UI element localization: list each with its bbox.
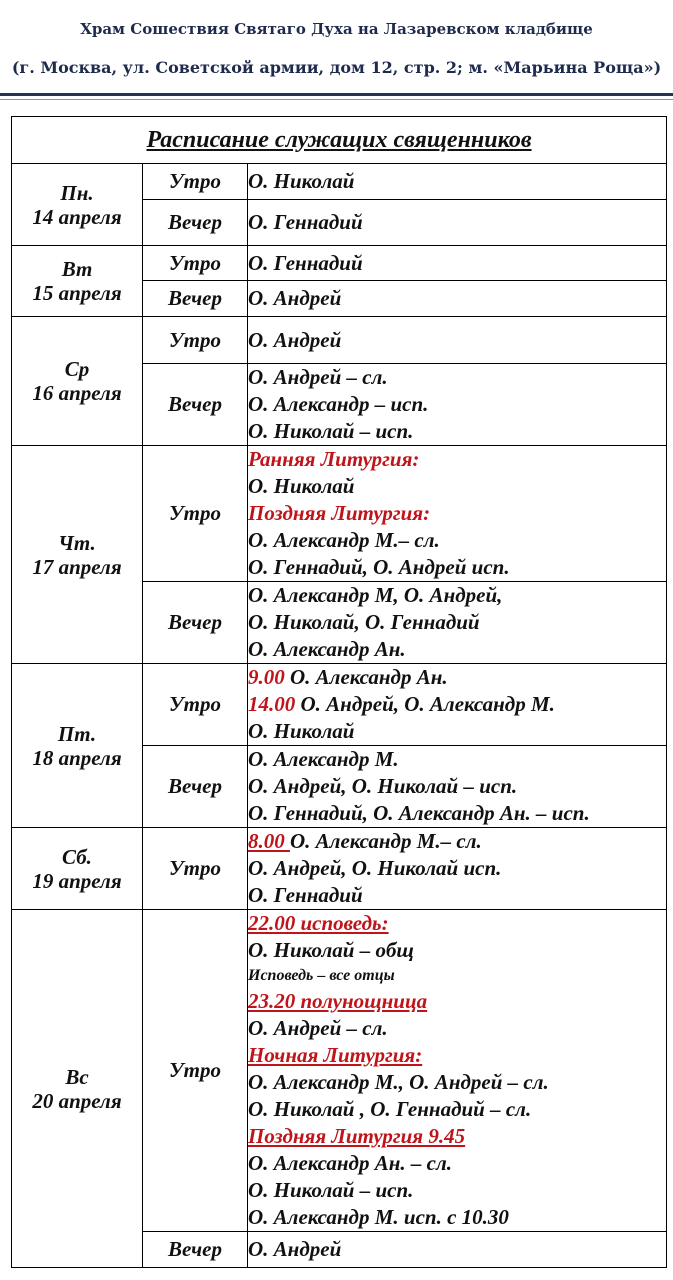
- priest-name: О. Александр М., О. Андрей – сл.: [248, 1070, 549, 1094]
- priest-line: [248, 209, 666, 236]
- priest-line: [248, 250, 666, 277]
- day-name: Чт.: [58, 530, 96, 555]
- day-cell: [12, 828, 143, 910]
- header-divider: [0, 93, 673, 96]
- priest-line: [248, 964, 666, 988]
- day-date: 20 апреля: [32, 1088, 122, 1113]
- priest-line: [248, 746, 666, 773]
- priest-line: [248, 988, 666, 1015]
- priest-name: О. Николай: [248, 474, 355, 498]
- schedule-row: [12, 317, 667, 364]
- day-date: 18 апреля: [32, 745, 122, 770]
- priest-line: [248, 1204, 666, 1231]
- priest-list: [248, 828, 667, 910]
- day-name: Ср: [64, 357, 90, 381]
- priest-name: О. Александр Ан.: [284, 665, 448, 689]
- priest-name: О. Андрей, О. Александр М.: [295, 692, 555, 716]
- service-label: 14.00: [248, 692, 296, 716]
- priest-line: [248, 1123, 666, 1150]
- service-label: 8.00: [248, 829, 290, 853]
- priest-line: [248, 473, 666, 500]
- priest-name: О. Николай , О. Геннадий – сл.: [248, 1097, 532, 1121]
- schedule-title: Расписание служащих священников: [12, 117, 667, 164]
- priest-name: О. Андрей: [248, 286, 342, 310]
- priest-line: [248, 937, 666, 964]
- priest-line: [248, 828, 666, 855]
- time-of-day: Вечер: [143, 200, 248, 246]
- schedule-row: [12, 164, 667, 200]
- priest-name: О. Андрей – сл.: [248, 1016, 388, 1040]
- time-of-day: Вечер: [143, 281, 248, 317]
- church-address: (г. Москва, ул. Советской армии, дом 12, стр. 2; м. «Марьина Роща»): [11, 58, 662, 77]
- priest-line: [248, 691, 666, 718]
- priest-name: О. Геннадий: [248, 883, 363, 907]
- priest-name: О. Александр М. исп. с 10.30: [248, 1205, 509, 1229]
- priest-name: О. Александр М.– сл.: [290, 829, 482, 853]
- priest-list: [248, 746, 667, 828]
- priest-name: О. Андрей – сл.: [248, 365, 388, 389]
- service-label: 23.20 полунощница: [248, 989, 428, 1013]
- priest-line: [248, 609, 666, 636]
- time-of-day: Вечер: [143, 582, 248, 664]
- priest-name: О. Николай, О. Геннадий: [248, 610, 480, 634]
- priest-list: [248, 446, 667, 582]
- priest-name: О. Николай – общ: [248, 938, 414, 962]
- time-of-day: Вечер: [143, 364, 248, 446]
- schedule-row: [12, 828, 667, 910]
- day-date: 16 апреля: [32, 381, 122, 405]
- priest-line: [248, 855, 666, 882]
- priest-list: [248, 281, 667, 317]
- day-cell: [12, 246, 143, 317]
- day-cell: [12, 910, 143, 1268]
- priest-name: О. Николай – исп.: [248, 419, 414, 443]
- priest-name: Исповедь – все отцы: [248, 967, 395, 984]
- service-label: Ранняя Литургия:: [248, 447, 420, 471]
- schedule-row: [12, 910, 667, 1232]
- schedule-table: [11, 116, 667, 1268]
- priest-list: [248, 364, 667, 446]
- priest-line: [248, 1177, 666, 1204]
- day-cell: [12, 317, 143, 446]
- priest-line: [248, 664, 666, 691]
- priest-line: [248, 910, 666, 937]
- priest-name: О. Александр М.: [248, 747, 399, 771]
- priest-line: [248, 773, 666, 800]
- priest-line: [248, 882, 666, 909]
- priest-name: О. Андрей: [248, 1237, 342, 1261]
- priest-list: [248, 317, 667, 364]
- priest-line: [248, 1150, 666, 1177]
- priest-list: [248, 664, 667, 746]
- priest-line: [248, 285, 666, 312]
- day-name: Вс: [65, 1064, 89, 1089]
- priest-name: О. Александр Ан.: [248, 637, 406, 661]
- service-label: Поздняя Литургия:: [248, 501, 431, 525]
- time-of-day: Утро: [143, 317, 248, 364]
- priest-line: [248, 1042, 666, 1069]
- service-label: 22.00 исповедь:: [248, 911, 389, 935]
- day-name: Сб.: [62, 844, 92, 869]
- church-name: Храм Сошествия Святаго Духа на Лазаревском кладбище: [80, 20, 593, 38]
- priest-name: О. Андрей, О. Николай – исп.: [248, 774, 518, 798]
- priest-name: О. Александр – исп.: [248, 392, 429, 416]
- priest-list: [248, 246, 667, 281]
- day-name: Пт.: [57, 721, 97, 746]
- time-of-day: Утро: [143, 446, 248, 582]
- schedule-row: [12, 446, 667, 582]
- priest-line: [248, 527, 666, 554]
- service-label: Ночная Литургия:: [248, 1043, 423, 1067]
- header-divider-thin: [0, 99, 673, 100]
- priest-line: [248, 168, 666, 195]
- priest-name: О. Александр Ан. – сл.: [248, 1151, 452, 1175]
- day-date: 17 апреля: [32, 554, 122, 579]
- schedule-row: [12, 664, 667, 746]
- day-name: Пн.: [60, 180, 94, 205]
- priest-line: [248, 636, 666, 663]
- priest-line: [248, 364, 666, 391]
- day-date: 15 апреля: [32, 281, 122, 305]
- priest-line: [248, 554, 666, 581]
- priest-line: [248, 1096, 666, 1123]
- priest-line: [248, 1236, 666, 1263]
- priest-line: [248, 718, 666, 745]
- priest-name: О. Александр М, О. Андрей,: [248, 583, 503, 607]
- day-date: 19 апреля: [32, 868, 122, 893]
- schedule-row: [12, 246, 667, 281]
- priest-name: О. Геннадий, О. Александр Ан. – исп.: [248, 801, 590, 825]
- priest-name: О. Геннадий, О. Андрей исп.: [248, 555, 510, 579]
- day-date: 14 апреля: [32, 204, 122, 229]
- time-of-day: Утро: [143, 828, 248, 910]
- time-of-day: Утро: [143, 910, 248, 1232]
- day-cell: [12, 664, 143, 828]
- day-cell: [12, 164, 143, 246]
- priest-list: [248, 582, 667, 664]
- priest-line: [248, 582, 666, 609]
- priest-name: О. Андрей, О. Николай исп.: [248, 856, 502, 880]
- time-of-day: Вечер: [143, 746, 248, 828]
- time-of-day: Утро: [143, 664, 248, 746]
- priest-list: [248, 164, 667, 200]
- time-of-day: Утро: [143, 164, 248, 200]
- title-row: [12, 117, 667, 164]
- priest-name: О. Николай – исп.: [248, 1178, 414, 1202]
- priest-line: [248, 800, 666, 827]
- time-of-day: Утро: [143, 246, 248, 281]
- time-of-day: Вечер: [143, 1232, 248, 1268]
- priest-list: [248, 1232, 667, 1268]
- priest-name: О. Николай: [248, 719, 355, 743]
- priest-line: [248, 1069, 666, 1096]
- priest-name: О. Николай: [248, 169, 355, 193]
- priest-line: [248, 500, 666, 527]
- service-label: Поздняя Литургия 9.45: [248, 1124, 466, 1148]
- priest-name: О. Александр М.– сл.: [248, 528, 440, 552]
- priest-line: [248, 1015, 666, 1042]
- priest-line: [248, 446, 666, 473]
- priest-name: О. Андрей: [248, 327, 342, 352]
- priest-name: О. Геннадий: [248, 250, 363, 275]
- priest-list: [248, 200, 667, 246]
- priest-line: [248, 327, 666, 354]
- priest-name: О. Геннадий: [248, 210, 363, 234]
- priest-list: [248, 910, 667, 1232]
- day-cell: [12, 446, 143, 664]
- priest-line: [248, 391, 666, 418]
- day-name: Вт: [61, 257, 93, 281]
- priest-line: [248, 418, 666, 445]
- service-label: 9.00: [248, 665, 285, 689]
